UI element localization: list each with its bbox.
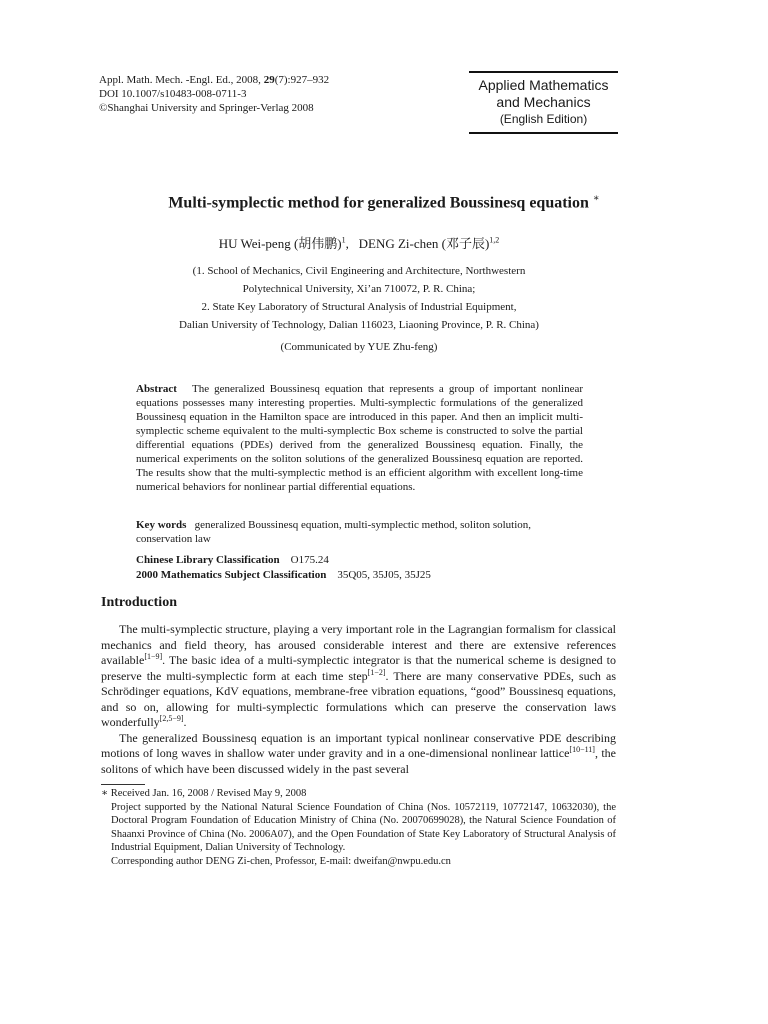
author-2-affil: 1,2 <box>489 235 500 245</box>
journal-title-1: Applied Mathematics <box>478 77 609 93</box>
citation-line <box>99 73 329 87</box>
author-1: HU Wei-peng (胡伟鹏) <box>218 236 342 251</box>
keywords-text: generalized Boussinesq equation, multi-symplectic method, soliton solution, conservation law <box>136 519 532 545</box>
affiliation-line: Dalian University of Technology, Dalian 116023, Liaoning Province, P. R. China) <box>179 319 539 331</box>
footnote <box>101 787 616 868</box>
affiliations <box>0 262 718 334</box>
citation-volume: 29 <box>263 74 275 86</box>
paper-title-text: Multi-symplectic method for generalized Boussinesq equation <box>168 194 589 212</box>
footnote-received: ∗ Received Jan. 16, 2008 / Revised May 9, 2008 <box>101 788 307 799</box>
footnote-rule <box>101 784 145 785</box>
msc-value: 35Q05, 35J05, 35J25 <box>337 569 431 581</box>
journal-edition: (English Edition) <box>499 112 588 126</box>
citation-ref: [10−11] <box>569 745 595 754</box>
abstract <box>136 382 583 494</box>
text-run: . The basic idea of a multi-symplectic integrator is that the numerical scheme is designed to preserve the multi-symplectic form at each time step <box>101 653 616 683</box>
intro-body <box>101 622 616 777</box>
keywords <box>136 518 583 546</box>
text-run: The generalized Boussinesq equation is an important typical nonlinear conservative PDE describing motions of long waves in shallow water under gravity and in a one-dimensional nonlinear lattice <box>101 730 616 760</box>
abstract-label: Abstract <box>136 383 177 395</box>
affiliation-line: (1. School of Mechanics, Civil Engineering and Architecture, Northwestern <box>192 265 526 277</box>
citation-ref: [2,5−9] <box>159 714 184 723</box>
clc-line <box>136 553 329 567</box>
top-rule <box>469 71 618 73</box>
section-heading: Introduction <box>101 595 177 610</box>
communicated-by: (Communicated by YUE Zhu-feng) <box>280 341 438 353</box>
clc-label: Chinese Library Classification <box>136 554 280 566</box>
citation-block <box>99 73 329 115</box>
citation-ref: [1−2] <box>367 667 386 677</box>
bottom-rule <box>469 132 618 134</box>
abstract-text: The generalized Boussinesq equation that represents a group of important nonlinear equations possesses many interesting properties. Multi-symplectic formulations of the generalized Boussinesq equation in the Hamilton space are introduced in this paper. And then an implicit multi-symplectic scheme equivalent to the multi-symplectic Box scheme is constructed to solve the partial differential equations (PDEs) derived from the generalized Boussinesq equation. Finally, the numerical experiments on the soliton solutions of the generalized Boussinesq equation are reported. The results show that the multi-symplectic method is an efficient algorithm with excellent long-time numerical behaviors for nonlinear partial differential equations. <box>136 383 584 493</box>
footnote-support: Project supported by the National Natural Science Foundation of China (Nos. 10572119, 10772147, 10632030), the Doctoral Program Foundation of Education Ministry of China (No. 20070699028), the Natural Science Foundation of Shaanxi Province of China (No. 2006A07), and the Open Foundation of State Key Laboratory of Structural Analysis of Industrial Equipment, Dalian University of Technology. <box>111 801 616 853</box>
author-1-affil: 1 <box>341 235 346 245</box>
citation-pages: (7):927–932 <box>274 74 330 86</box>
msc-label: 2000 Mathematics Subject Classification <box>136 569 327 581</box>
footnote-corresponding: Corresponding author DENG Zi-chen, Professor, E-mail: dweifan@nwpu.edu.cn <box>111 855 451 867</box>
affiliation-line: 2. State Key Laboratory of Structural Analysis of Industrial Equipment, <box>201 301 517 313</box>
text-run: . There are many conservative PDEs, such as Schrödinger equations, KdV equations, membrane-free vibration equations, “good” Boussinesq equations, and so on, allowing for multi-symplectic formulations which can preserve the conservation laws wonderfully <box>101 668 616 729</box>
paper-title <box>0 193 768 212</box>
author-2: DENG Zi-chen (邓子辰) <box>358 236 490 251</box>
copyright: ©Shanghai University and Springer-Verlag 2008 <box>99 102 314 114</box>
journal-title-2: and Mechanics <box>496 94 591 110</box>
title-footnote-mark: ∗ <box>592 193 600 204</box>
citation-ref: [1−9] <box>144 652 163 661</box>
clc-value: O175.24 <box>290 554 329 566</box>
text-run: . <box>183 715 187 729</box>
doi: DOI 10.1007/s10483-008-0711-3 <box>99 88 247 100</box>
text-run: The multi-symplectic structure, playing a very important role in the Lagrangian formalism for classical mechanics and field theory, has aroused considerable interest and there are extensive references available <box>101 622 616 667</box>
journal-title-box <box>469 71 618 134</box>
citation-journal: Appl. Math. Mech. -Engl. Ed., 2008, <box>99 74 264 86</box>
intro-paragraph-2 <box>101 731 616 778</box>
authors: HU Wei-peng (胡伟鹏)$^1$, DENG Zi-chen (邓子辰)$^{1,2}$ <box>218 235 500 251</box>
msc-line <box>136 568 431 582</box>
keywords-label: Key words <box>136 519 187 531</box>
affiliation-line: Polytechnical University, Xi’an 710072, P. R. China; <box>242 283 476 295</box>
intro-paragraph-1 <box>101 622 616 731</box>
text-run: , the solitons of which have been discussed widely in the past several <box>101 746 616 776</box>
